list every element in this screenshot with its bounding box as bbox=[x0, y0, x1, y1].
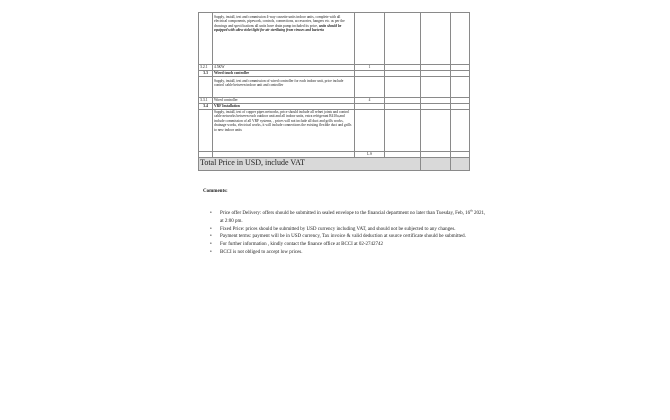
list-item bbox=[220, 249, 486, 257]
description-cell bbox=[213, 13, 355, 65]
notes-cell bbox=[451, 77, 470, 98]
description-cell bbox=[213, 77, 355, 98]
notes-cell bbox=[451, 110, 470, 152]
unit-price-cell bbox=[385, 77, 421, 98]
comment-text: Fixed Price: prices should be submitted by USD currency including VAT, and should not be subjected to any changes. bbox=[220, 226, 456, 232]
description-text: Supply, install, test and commission of wired controller for each indoor unit, price include control cable between indoor unit and controller bbox=[214, 79, 344, 88]
total-price-cell bbox=[421, 13, 451, 65]
quantity-cell bbox=[355, 13, 385, 65]
description-text: Supply, install, test of copper pipes networks, price should include all refnet joints and control cable networks between each outdoor unit and all indoor units, extra refrigerant R410a,and include commission of all VRF systems, , prices will not include all duct and grills works, drainage works, electrical works, it will include connections the existing flexible duct and grills to new indoor units bbox=[214, 110, 352, 132]
item-number-cell bbox=[199, 77, 213, 98]
section-number-cell: 3.4 bbox=[199, 104, 213, 110]
comment-text: BCCI is not obliged to accept low prices. bbox=[220, 249, 303, 255]
total-price-cell bbox=[421, 77, 451, 98]
unit-price-cell bbox=[385, 13, 421, 65]
table-row bbox=[199, 110, 470, 152]
comment-text-continued: 2021, at 2:00 pm. bbox=[220, 211, 486, 224]
total-row bbox=[199, 158, 470, 171]
section-title-cell: VRF Installation bbox=[213, 104, 355, 110]
comment-text: Payment terms: payment will be in USD currency, Tax invoice & valid deduction at source certificate should be submitted. bbox=[220, 234, 466, 240]
total-price-cell bbox=[421, 110, 451, 152]
total-notes-cell bbox=[451, 158, 470, 171]
comments-heading: Comments: bbox=[203, 189, 228, 194]
bill-of-quantities-table bbox=[198, 12, 470, 171]
list-item bbox=[220, 233, 486, 241]
list-item bbox=[220, 210, 486, 226]
description-emphasis-text: units should be equipped with ultra violet light for air sterilizing from viruses and bacteria bbox=[214, 23, 342, 33]
description-cell: Wired controller bbox=[213, 98, 355, 104]
table-row bbox=[199, 13, 470, 65]
table-row bbox=[199, 77, 470, 98]
quantity-cell: 4 bbox=[355, 98, 385, 104]
section-title-cell: Wired touch controller bbox=[213, 71, 355, 77]
quantity-cell bbox=[355, 110, 385, 152]
description-cell bbox=[213, 110, 355, 152]
section-number-cell: 3.3 bbox=[199, 71, 213, 77]
list-item bbox=[220, 241, 486, 249]
item-number-cell bbox=[199, 110, 213, 152]
comment-text: For further information , kindly contact the finance office at BCCI at 02-2742742 bbox=[220, 242, 384, 247]
description-text: Supply, install, test and commission 4-way cassette units indoor units, complete with all electrical components, pipework, controls, connections, accessories, hangers etc. as per the drawings and specifications all units have drain pump included its price, bbox=[214, 15, 345, 28]
unit-price-cell bbox=[385, 110, 421, 152]
notes-cell bbox=[451, 13, 470, 65]
total-price-label: Total Price in USD, include VAT bbox=[199, 158, 421, 171]
comment-text: Price offer Delivery: offers should be submitted in sealed envelope to the financial department no later than Tuesday, Feb, 16 bbox=[220, 211, 471, 216]
comment-superscript: th bbox=[470, 208, 473, 213]
comments-list bbox=[208, 210, 486, 257]
item-number-cell bbox=[199, 13, 213, 65]
list-item bbox=[220, 226, 486, 234]
item-number-cell: 3.2.1 bbox=[199, 65, 213, 71]
total-price-value-cell bbox=[421, 158, 451, 171]
item-number-cell: 3.3.1 bbox=[199, 98, 213, 104]
quantity-cell bbox=[355, 77, 385, 98]
description-cell: 4.5KW bbox=[213, 65, 355, 71]
quantity-cell: 1 bbox=[355, 65, 385, 71]
quantity-cell: L.S bbox=[355, 152, 385, 158]
